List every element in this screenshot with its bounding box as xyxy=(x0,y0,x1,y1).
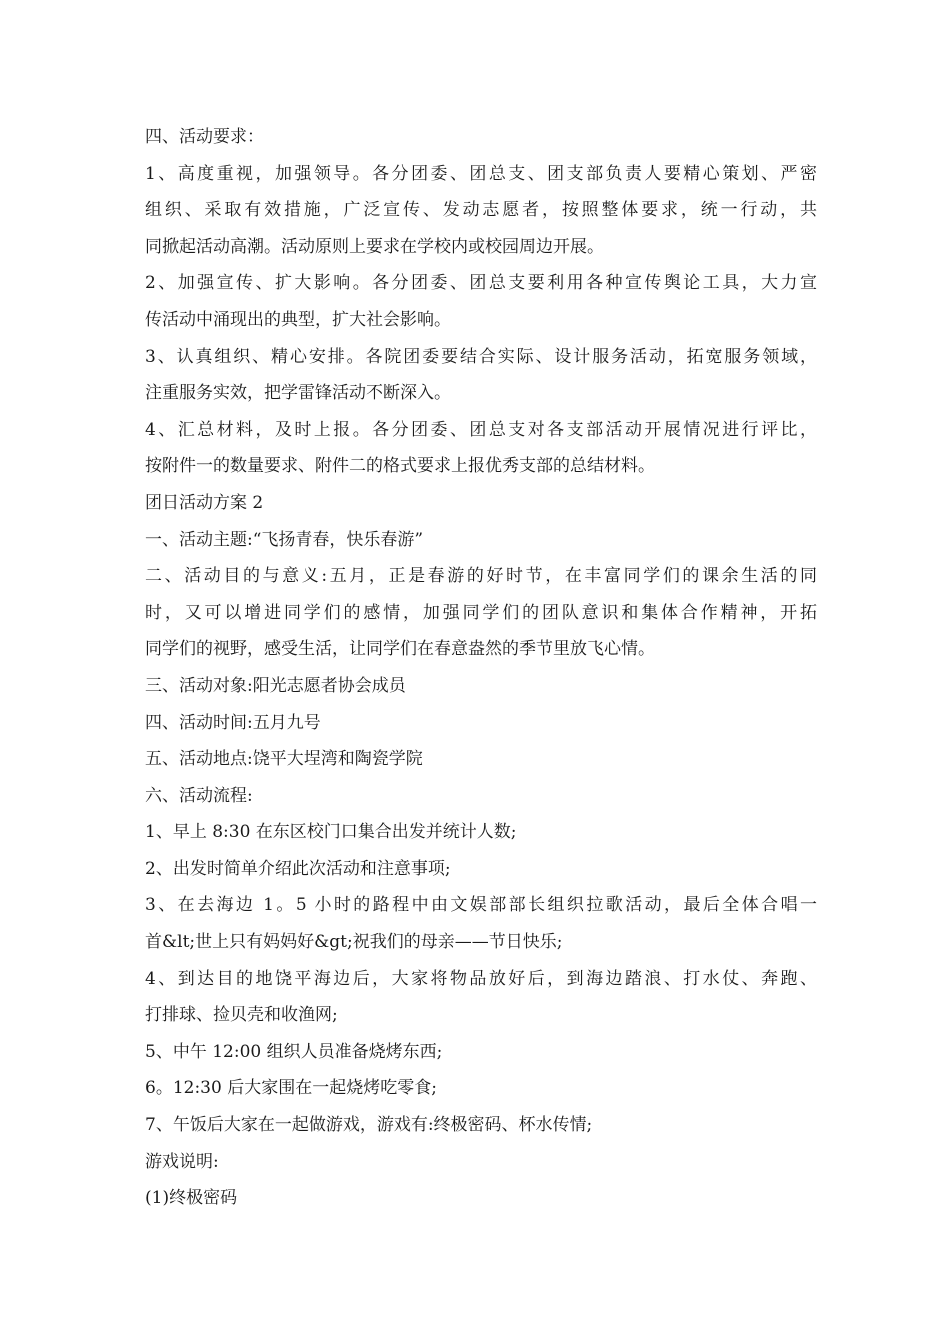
paragraph-line: 1、早上 8:30 在东区校门口集合出发并统计人数; xyxy=(145,822,517,843)
paragraph-line: 同学们的视野，感受生活，让同学们在春意盎然的季节里放飞心情。 xyxy=(145,639,655,660)
paragraph-line: 打排球、捡贝壳和收渔网; xyxy=(145,1005,338,1026)
section-heading-requirements: 四、活动要求： xyxy=(145,127,264,147)
paragraph-line: 按附件一的数量要求、附件二的格式要求上报优秀支部的总结材料。 xyxy=(145,456,655,477)
paragraph-line: 四、活动时间:五月九号 xyxy=(145,712,321,733)
paragraph-line: 5、中午 12:00 组织人员准备烧烤东西; xyxy=(145,1041,443,1062)
paragraph-line: 二、活动目的与意义:五月，正是春游的好时节，在丰富同学们的课余生活的同 xyxy=(145,566,817,587)
paragraph-line: 组织、采取有效措施，广泛宣传、发动志愿者，按照整体要求，统一行动，共 xyxy=(145,200,817,221)
paragraph-line: 2、出发时简单介绍此次活动和注意事项; xyxy=(145,858,451,879)
paragraph-line: 1、高度重视，加强领导。各分团委、团总支、团支部负责人要精心策划、严密 xyxy=(145,163,817,184)
paragraph-line: 同掀起活动高潮。活动原则上要求在学校内或校园周边开展。 xyxy=(145,236,604,257)
paragraph-line: 7、午饭后大家在一起做游戏，游戏有:终极密码、杯水传情; xyxy=(145,1115,593,1136)
paragraph-line: 4、到达目的地饶平海边后，大家将物品放好后，到海边踏浪、打水仗、奔跑、 xyxy=(145,968,817,989)
paragraph-line: (1)终极密码 xyxy=(145,1188,238,1209)
paragraph-line: 游戏说明: xyxy=(145,1151,219,1172)
paragraph-line: 传活动中涌现出的典型，扩大社会影响。 xyxy=(145,309,451,330)
paragraph-line: 4、汇总材料，及时上报。各分团委、团总支对各支部活动开展情况进行评比， xyxy=(145,419,817,440)
paragraph-line: 时，又可以增进同学们的感情，加强同学们的团队意识和集体合作精神，开拓 xyxy=(145,602,817,623)
paragraph-line: 首&lt;世上只有妈妈好&gt;祝我们的母亲——节日快乐; xyxy=(145,932,563,953)
paragraph-line: 三、活动对象:阳光志愿者协会成员 xyxy=(145,675,406,696)
paragraph-line: 3、认真组织、精心安排。各院团委要结合实际、设计服务活动，拓宽服务领域， xyxy=(145,346,817,367)
paragraph-line: 五、活动地点:饶平大埕湾和陶瓷学院 xyxy=(145,749,423,770)
paragraph-line: 一、活动主题:“飞扬青春，快乐春游” xyxy=(145,529,424,550)
plan-title: 团日活动方案 2 xyxy=(145,492,264,513)
paragraph-line: 6。12:30 后大家围在一起烧烤吃零食; xyxy=(145,1078,437,1099)
paragraph-line: 六、活动流程: xyxy=(145,785,253,806)
paragraph-line: 3、在去海边 1。5 小时的路程中由文娱部部长组织拉歌活动，最后全体合唱一 xyxy=(145,895,817,916)
document-body xyxy=(145,119,825,1217)
paragraph-line: 2、加强宣传、扩大影响。各分团委、团总支要利用各种宣传舆论工具，大力宣 xyxy=(145,273,817,294)
paragraph-line: 注重服务实效，把学雷锋活动不断深入。 xyxy=(145,383,451,404)
